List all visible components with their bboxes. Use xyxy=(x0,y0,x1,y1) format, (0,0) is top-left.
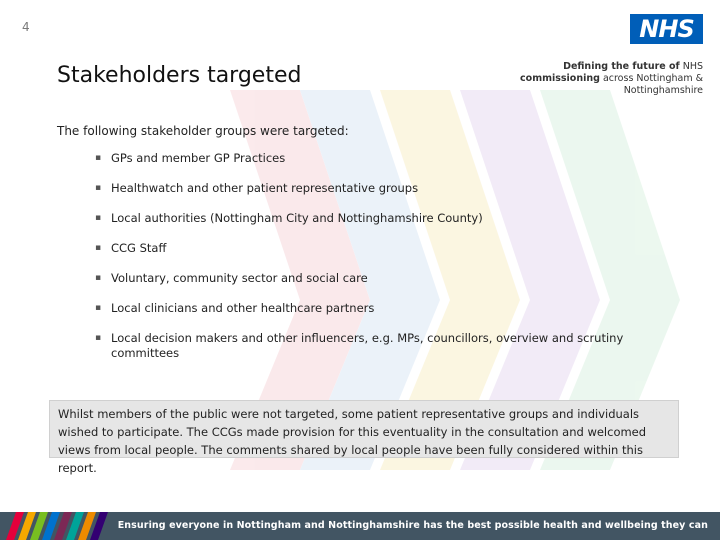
list-item xyxy=(95,181,655,196)
bullet-icon: ▪ xyxy=(95,303,102,313)
list-item-text: GPs and member GP Practices xyxy=(111,151,286,165)
subtitle-line2-bold: commissioning xyxy=(520,73,600,84)
slide-number: 4 xyxy=(22,20,30,34)
list-item-text: Local decision makers and other influencers, e.g. MPs, councillors, overview and scrutiny committees xyxy=(111,331,624,360)
list-item-text: Local clinicians and other healthcare partners xyxy=(111,301,375,315)
footer-stripes-icon xyxy=(6,512,136,540)
list-item-text: CCG Staff xyxy=(111,241,167,255)
list-item xyxy=(95,211,655,226)
bullet-icon: ▪ xyxy=(95,153,102,163)
subtitle-line3: Nottinghamshire xyxy=(623,85,703,96)
bullet-icon: ▪ xyxy=(95,243,102,253)
bullet-icon: ▪ xyxy=(95,333,102,343)
list-item-text: Healthwatch and other patient representative groups xyxy=(111,181,419,195)
list-item xyxy=(95,301,655,316)
public-note-box: Whilst members of the public were not targeted, some patient representative groups and individuals wished to participate. The CCGs made provision for this eventuality in the consultation and welcomed views from local people. The comments shared by local people have been fully considered within this report. xyxy=(49,400,679,458)
page-title: Stakeholders targeted xyxy=(57,63,302,88)
intro-text: The following stakeholder groups were targeted: xyxy=(57,124,349,138)
bullet-icon: ▪ xyxy=(95,273,102,283)
list-item xyxy=(95,331,655,361)
bullet-icon: ▪ xyxy=(95,213,102,223)
stakeholder-list xyxy=(95,151,655,376)
subtitle-line2-rest: across Nottingham & xyxy=(599,73,703,84)
list-item-text: Local authorities (Nottingham City and Nottinghamshire County) xyxy=(111,211,483,225)
subtitle-line1-bold: Defining the future of xyxy=(563,61,680,72)
subtitle xyxy=(483,61,703,97)
footer-bar xyxy=(0,512,720,540)
subtitle-line1-rest: NHS xyxy=(679,61,703,72)
nhs-logo xyxy=(630,14,703,44)
list-item xyxy=(95,241,655,256)
list-item xyxy=(95,271,655,286)
bullet-icon: ▪ xyxy=(95,183,102,193)
footer-tagline: Ensuring everyone in Nottingham and Nottinghamshire has the best possible health and wellbeing they can xyxy=(117,520,708,531)
nhs-logo-text: NHS xyxy=(639,15,694,43)
list-item xyxy=(95,151,655,166)
list-item-text: Voluntary, community sector and social care xyxy=(111,271,368,285)
